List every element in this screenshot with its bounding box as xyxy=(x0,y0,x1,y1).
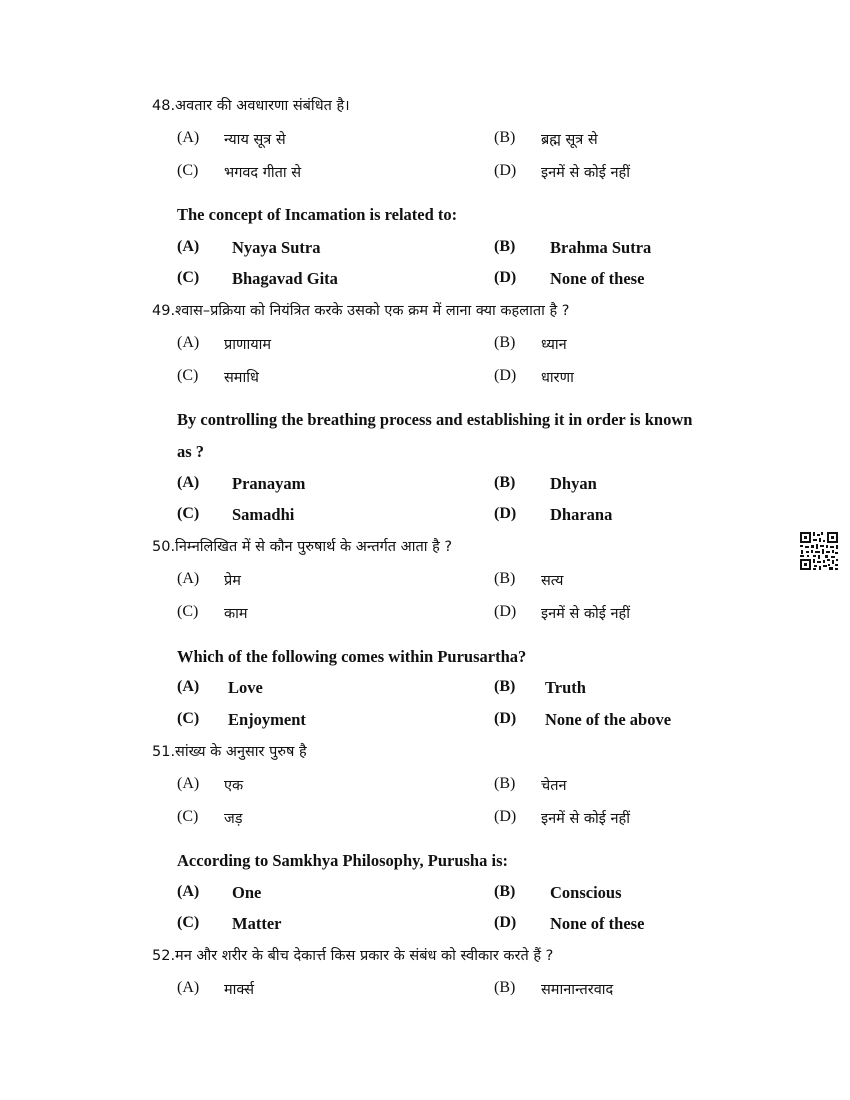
q49-en-opt-b-label: (B) xyxy=(494,474,516,491)
q51-en-opt-c: Matter xyxy=(232,914,282,933)
q48-hi-opt-a: न्याय सूत्र से xyxy=(224,132,286,148)
q48-en-opt-b-label: (B) xyxy=(494,238,516,255)
question-51-english: According to Samkhya Philosophy, Purusha is: xyxy=(177,851,508,870)
q51-hi-opt-b: चेतन xyxy=(541,778,567,794)
q48-en-opt-c-label: (C) xyxy=(177,269,200,286)
question-50-hindi: 50.निम्नलिखित में से कौन पुरुषार्थ के अन्तर्गत आता है ? xyxy=(152,539,453,555)
q51-en-opt-a-label: (A) xyxy=(177,883,200,900)
question-48-hindi: 48.अवतार की अवधारणा संबंधित है। xyxy=(152,98,350,114)
q51-hi-opt-b-label: (B) xyxy=(494,775,516,792)
q50-hi-opt-a: प्रेम xyxy=(224,573,241,589)
q51-hi-opt-d-label: (D) xyxy=(494,808,517,825)
question-50-english: Which of the following comes within Purusartha? xyxy=(177,647,527,666)
q50-hi-opt-a-label: (A) xyxy=(177,570,200,587)
q51-en-opt-c-label: (C) xyxy=(177,914,200,931)
q50-en-opt-a-label: (A) xyxy=(177,678,200,695)
q48-hi-opt-a-label: (A) xyxy=(177,129,200,146)
q49-en-opt-b: Dhyan xyxy=(550,474,597,493)
q49-hi-opt-c-label: (C) xyxy=(177,367,199,384)
q51-en-opt-d-label: (D) xyxy=(494,914,517,931)
q49-hi-opt-c: समाधि xyxy=(224,370,259,386)
qr-code-icon xyxy=(799,531,839,571)
q50-en-opt-d: None of the above xyxy=(545,710,672,729)
q49-en-opt-d: Dharana xyxy=(550,505,613,524)
q52-hi-opt-a-label: (A) xyxy=(177,979,200,996)
q48-en-opt-b: Brahma Sutra xyxy=(550,238,652,257)
q48-hi-opt-b-label: (B) xyxy=(494,129,516,146)
q48-hi-opt-b: ब्रह्म सूत्र से xyxy=(541,132,598,148)
q50-hi-opt-b: सत्य xyxy=(541,573,564,589)
q48-en-opt-a-label: (A) xyxy=(177,238,200,255)
q48-hi-opt-c-label: (C) xyxy=(177,162,199,179)
q49-hi-opt-b: ध्यान xyxy=(541,337,567,353)
q51-en-opt-b: Conscious xyxy=(550,883,622,902)
q48-en-opt-d-label: (D) xyxy=(494,269,517,286)
q50-hi-opt-c: काम xyxy=(224,606,248,622)
q51-en-opt-b-label: (B) xyxy=(494,883,516,900)
q50-en-opt-a: Love xyxy=(228,678,263,697)
question-49-hindi: 49.श्वास–प्रक्रिया को नियंत्रित करके उसको एक क्रम में लाना क्या कहलाता है ? xyxy=(152,303,570,319)
q50-en-opt-c-label: (C) xyxy=(177,710,200,727)
q49-hi-opt-a-label: (A) xyxy=(177,334,200,351)
q49-en-opt-a-label: (A) xyxy=(177,474,200,491)
question-52-hindi: 52.मन और शरीर के बीच देकार्त्त किस प्रकार के संबंध को स्वीकार करते हैं ? xyxy=(152,948,554,964)
q48-hi-opt-d: इनमें से कोई नहीं xyxy=(541,165,630,181)
q51-en-opt-d: None of these xyxy=(550,914,645,933)
q50-hi-opt-d: इनमें से कोई नहीं xyxy=(541,606,630,622)
q52-hi-opt-b: समानान्तरवाद xyxy=(541,982,614,998)
q52-hi-opt-b-label: (B) xyxy=(494,979,516,996)
q51-en-opt-a: One xyxy=(232,883,262,902)
q50-hi-opt-b-label: (B) xyxy=(494,570,516,587)
question-49-english-line-2: as ? xyxy=(177,442,205,461)
q48-hi-opt-c: भगवद गीता से xyxy=(224,165,302,181)
q48-en-opt-a: Nyaya Sutra xyxy=(232,238,321,257)
q49-en-opt-d-label: (D) xyxy=(494,505,517,522)
question-51-hindi: 51.सांख्य के अनुसार पुरुष है xyxy=(152,744,307,760)
q49-hi-opt-d: धारणा xyxy=(541,370,574,386)
q52-hi-opt-a: मार्क्स xyxy=(224,982,255,998)
q48-hi-opt-d-label: (D) xyxy=(494,162,517,179)
q51-hi-opt-a-label: (A) xyxy=(177,775,200,792)
q51-hi-opt-c-label: (C) xyxy=(177,808,199,825)
q51-hi-opt-c: जड़ xyxy=(224,811,243,827)
question-48-english: The concept of Incamation is related to: xyxy=(177,205,458,224)
question-49-english-line-1: By controlling the breathing process and establishing it in order is known xyxy=(177,410,693,429)
q49-en-opt-c-label: (C) xyxy=(177,505,200,522)
q49-hi-opt-b-label: (B) xyxy=(494,334,516,351)
q48-en-opt-c: Bhagavad Gita xyxy=(232,269,338,288)
q51-hi-opt-a: एक xyxy=(224,778,244,794)
q50-hi-opt-d-label: (D) xyxy=(494,603,517,620)
q50-en-opt-b-label: (B) xyxy=(494,678,516,695)
q49-en-opt-a: Pranayam xyxy=(232,474,306,493)
q50-hi-opt-c-label: (C) xyxy=(177,603,199,620)
q51-hi-opt-d: इनमें से कोई नहीं xyxy=(541,811,630,827)
q49-en-opt-c: Samadhi xyxy=(232,505,295,524)
q49-hi-opt-d-label: (D) xyxy=(494,367,517,384)
q50-en-opt-b: Truth xyxy=(545,678,586,697)
q48-en-opt-d: None of these xyxy=(550,269,645,288)
q50-en-opt-c: Enjoyment xyxy=(228,710,306,729)
q50-en-opt-d-label: (D) xyxy=(494,710,517,727)
q49-hi-opt-a: प्राणायाम xyxy=(224,337,272,353)
